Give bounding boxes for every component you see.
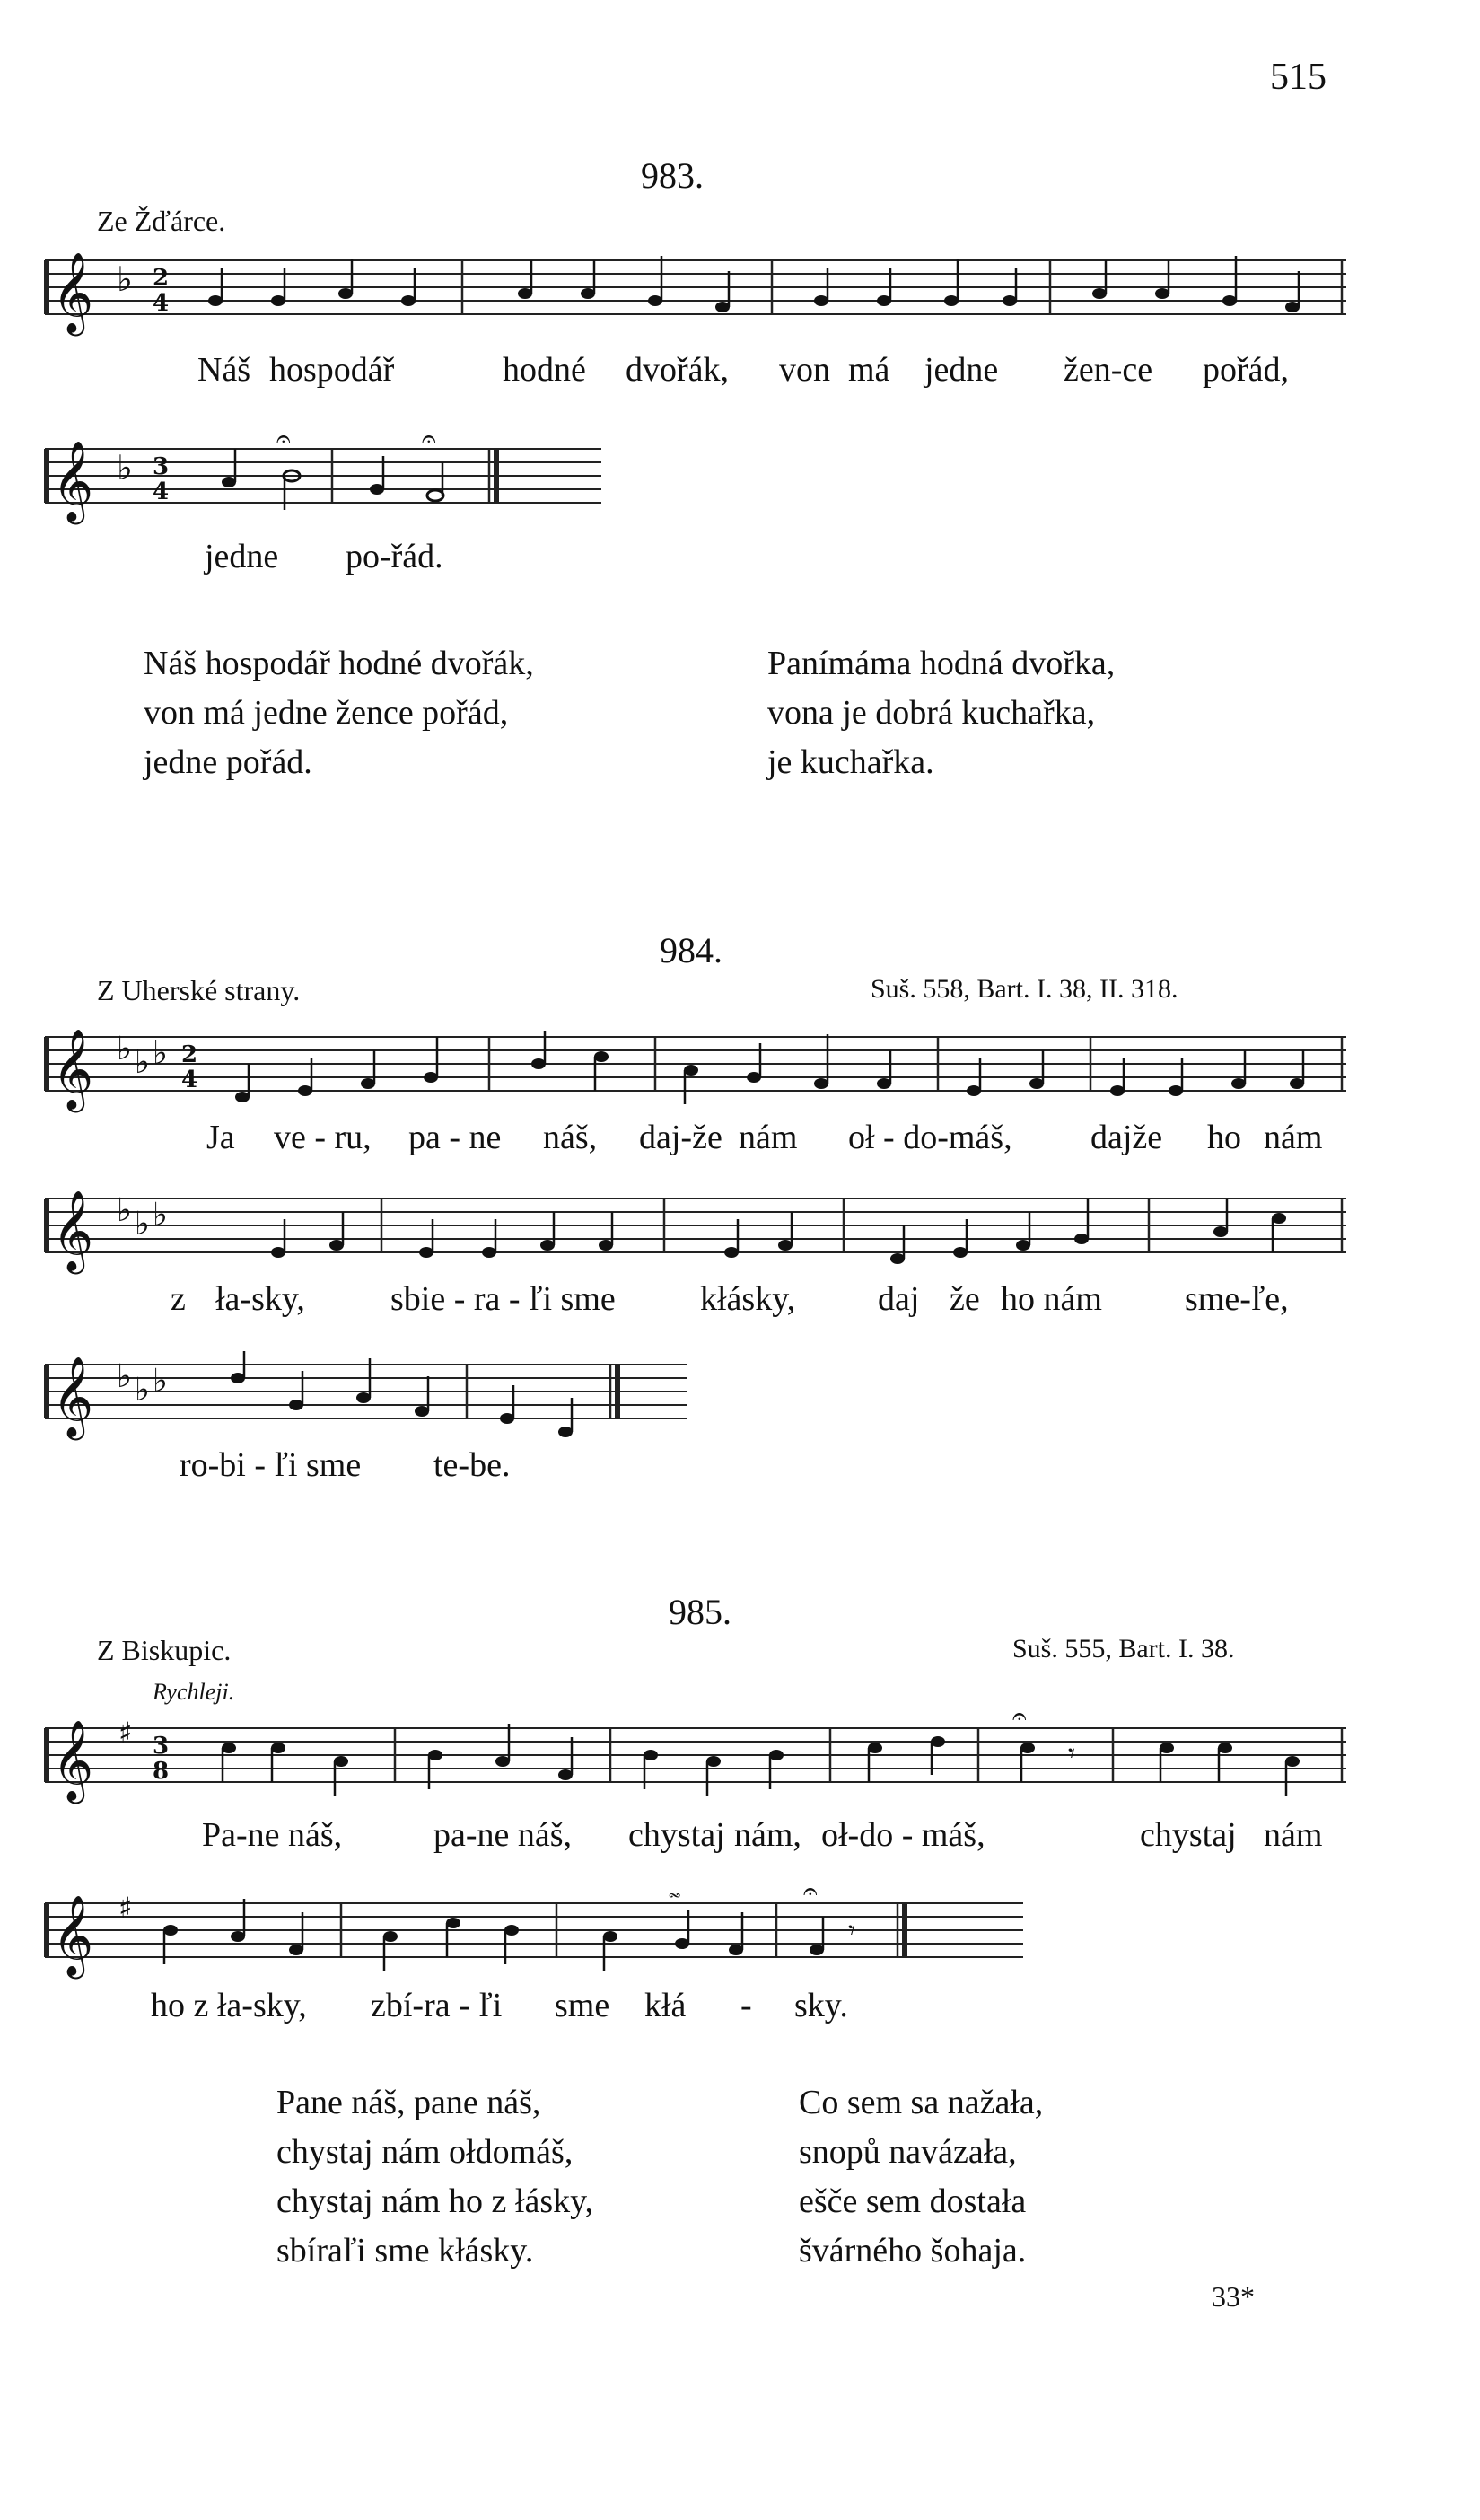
svg-text:♭: ♭ [153, 1035, 168, 1072]
lyric-syllable: Náš [197, 351, 251, 389]
lyric-syllable: má [848, 351, 890, 389]
lyric-syllable: hospodář [269, 351, 395, 389]
lyric-syllable: Pa-ne náš, [202, 1816, 343, 1854]
song-origin: Z Biskupic. [97, 1634, 232, 1666]
svg-text:2: 2 [181, 1041, 198, 1068]
lyric-syllable: zbí-ra - ľi [371, 1987, 503, 2024]
verse-line: Panímáma hodná dvořka, [767, 645, 1116, 682]
lyric-syllable: pa - ne [408, 1119, 502, 1156]
note-group [814, 259, 1017, 306]
svg-text:𝄞: 𝄞 [52, 1720, 94, 1801]
note-group [518, 256, 730, 312]
svg-text:𝄞: 𝄞 [52, 441, 94, 522]
lyric-syllable: nám, [734, 1816, 801, 1854]
song-number: 983. [641, 155, 704, 196]
verse-line: von má jedne žence pořád, [144, 694, 509, 732]
svg-text:♭: ♭ [117, 259, 133, 299]
lyric-syllable: ho [1207, 1119, 1241, 1156]
lyric-syllable: daj-že [639, 1119, 722, 1156]
svg-text:𝄞: 𝄞 [52, 1895, 94, 1976]
lyric-syllable: - [740, 1987, 752, 2024]
svg-text:♭: ♭ [117, 1358, 132, 1395]
lyric-syllable: ho z ła-sky, [151, 1987, 307, 2024]
verse-block [799, 2078, 1043, 2276]
lyric-syllable: ve - ru, [274, 1119, 372, 1156]
signature-mark: 33* [1212, 2280, 1255, 2313]
svg-text:𝆗: 𝆗 [669, 1885, 681, 1905]
verse-line: švárného šohaja. [799, 2232, 1027, 2270]
tempo-marking: Rychleji. [153, 1679, 235, 1705]
verse-block [767, 639, 1115, 787]
lyric-syllable: nám [1264, 1816, 1323, 1854]
svg-text:♯: ♯ [118, 1891, 133, 1925]
svg-text:𝄾: 𝄾 [1068, 1738, 1075, 1769]
svg-text:♭: ♭ [135, 1206, 150, 1242]
music-staff [36, 431, 610, 530]
music-staff [36, 1023, 1355, 1122]
note-group [1092, 256, 1300, 312]
svg-text:𝄐: 𝄐 [803, 1885, 818, 1906]
verse-line: snopů navázała, [799, 2133, 1017, 2171]
svg-text:𝄞: 𝄞 [52, 1357, 94, 1437]
svg-text:𝄞: 𝄞 [52, 1029, 94, 1110]
lyric-syllable: že [950, 1280, 980, 1318]
lyric-syllable: ro-bi - ľi sme [180, 1446, 362, 1484]
svg-text:♭: ♭ [153, 1197, 168, 1234]
svg-text:𝄐: 𝄐 [276, 431, 291, 453]
verse-line: chystaj nám ho z łásky, [276, 2182, 594, 2220]
verse-line: jedne pořád. [144, 743, 312, 781]
svg-text:2: 2 [153, 265, 170, 292]
svg-text:4: 4 [181, 1067, 198, 1093]
lyric-syllable: sbie - ra - ľi sme [390, 1280, 616, 1318]
music-staff [36, 1885, 1041, 1984]
lyric-syllable: chystaj [628, 1816, 725, 1854]
svg-text:8: 8 [153, 1758, 170, 1785]
lyric-syllable: hodné [503, 351, 586, 389]
svg-text:♭: ♭ [135, 1044, 150, 1081]
lyric-syllable: nám [1264, 1119, 1323, 1156]
svg-text:♭: ♭ [117, 1192, 132, 1229]
lyric-syllable: von [779, 351, 830, 389]
lyric-syllable: sky. [794, 1987, 848, 2024]
lyric-syllable: jedne [205, 538, 279, 575]
verse-block [276, 2078, 593, 2276]
lyric-syllable: sme [555, 1987, 610, 2024]
lyric-syllable: žen-ce [1064, 351, 1153, 389]
lyric-syllable: Ja [206, 1119, 235, 1156]
lyric-syllable: nám [739, 1119, 798, 1156]
song-number: 984. [660, 930, 722, 970]
svg-text:3: 3 [153, 1733, 170, 1760]
lyric-syllable: ła-sky, [215, 1280, 305, 1318]
lyric-syllable: z [171, 1280, 186, 1318]
lyric-syllable: po-řád. [346, 538, 443, 575]
verse-line: vona je dobrá kuchařka, [767, 694, 1096, 732]
svg-text:4: 4 [153, 290, 170, 317]
song-origin: Z Uherské strany. [97, 974, 301, 1006]
page-number: 515 [1270, 57, 1327, 98]
verse-line: Náš hospodář hodné dvořák, [144, 645, 534, 682]
svg-text:3: 3 [153, 453, 170, 480]
verse-line: je kuchařka. [767, 743, 934, 781]
svg-text:𝄐: 𝄐 [1012, 1710, 1027, 1731]
lyric-syllable: chystaj [1140, 1816, 1237, 1854]
svg-text:𝄾: 𝄾 [848, 1915, 855, 1946]
svg-text:♭: ♭ [153, 1363, 168, 1400]
svg-text:𝄞: 𝄞 [52, 1190, 94, 1271]
lyric-syllable: daj [878, 1280, 920, 1318]
lyric-syllable: náš, [543, 1119, 598, 1156]
verse-line: sbíraľi sme kłásky. [276, 2232, 534, 2270]
svg-text:♭: ♭ [117, 448, 133, 487]
song-origin: Ze Žďárce. [97, 205, 226, 237]
song-reference: Suš. 558, Bart. I. 38, II. 318. [871, 974, 1178, 1004]
lyric-syllable: sme-ľe, [1185, 1280, 1289, 1318]
svg-text:♭: ♭ [135, 1372, 150, 1409]
verse-line: Co sem sa nažała, [799, 2084, 1044, 2121]
lyric-syllable: pořád, [1203, 351, 1290, 389]
lyric-syllable: kłásky, [700, 1280, 796, 1318]
music-staff [36, 251, 1355, 350]
music-staff [36, 1351, 700, 1450]
lyric-syllable: ho nám [1001, 1280, 1102, 1318]
lyric-syllable: oł - do-máš, [848, 1119, 1012, 1156]
music-staff [36, 1710, 1355, 1809]
lyric-syllable: dajže [1090, 1119, 1163, 1156]
song-reference: Suš. 555, Bart. I. 38. [1012, 1634, 1235, 1664]
svg-text:♯: ♯ [118, 1716, 133, 1750]
verse-line: chystaj nám ołdomáš, [276, 2133, 574, 2171]
lyric-syllable: jedne [924, 351, 999, 389]
svg-text:♭: ♭ [117, 1031, 132, 1067]
svg-text:𝄞: 𝄞 [52, 252, 94, 333]
lyric-syllable: pa-ne náš, [433, 1816, 573, 1854]
music-staff [36, 1185, 1355, 1284]
lyric-syllable: dvořák, [626, 351, 730, 389]
verse-line: ešče sem dostała [799, 2182, 1027, 2220]
svg-text:𝄐: 𝄐 [422, 431, 436, 453]
lyric-syllable: te-be. [433, 1446, 511, 1484]
verse-line: Pane náš, pane náš, [276, 2084, 541, 2121]
lyric-syllable: oł-do - máš, [821, 1816, 985, 1854]
lyric-syllable: kłá [644, 1987, 687, 2024]
note-group [208, 259, 416, 306]
song-number: 985. [669, 1592, 731, 1632]
verse-block [144, 639, 534, 787]
svg-text:4: 4 [153, 479, 170, 505]
